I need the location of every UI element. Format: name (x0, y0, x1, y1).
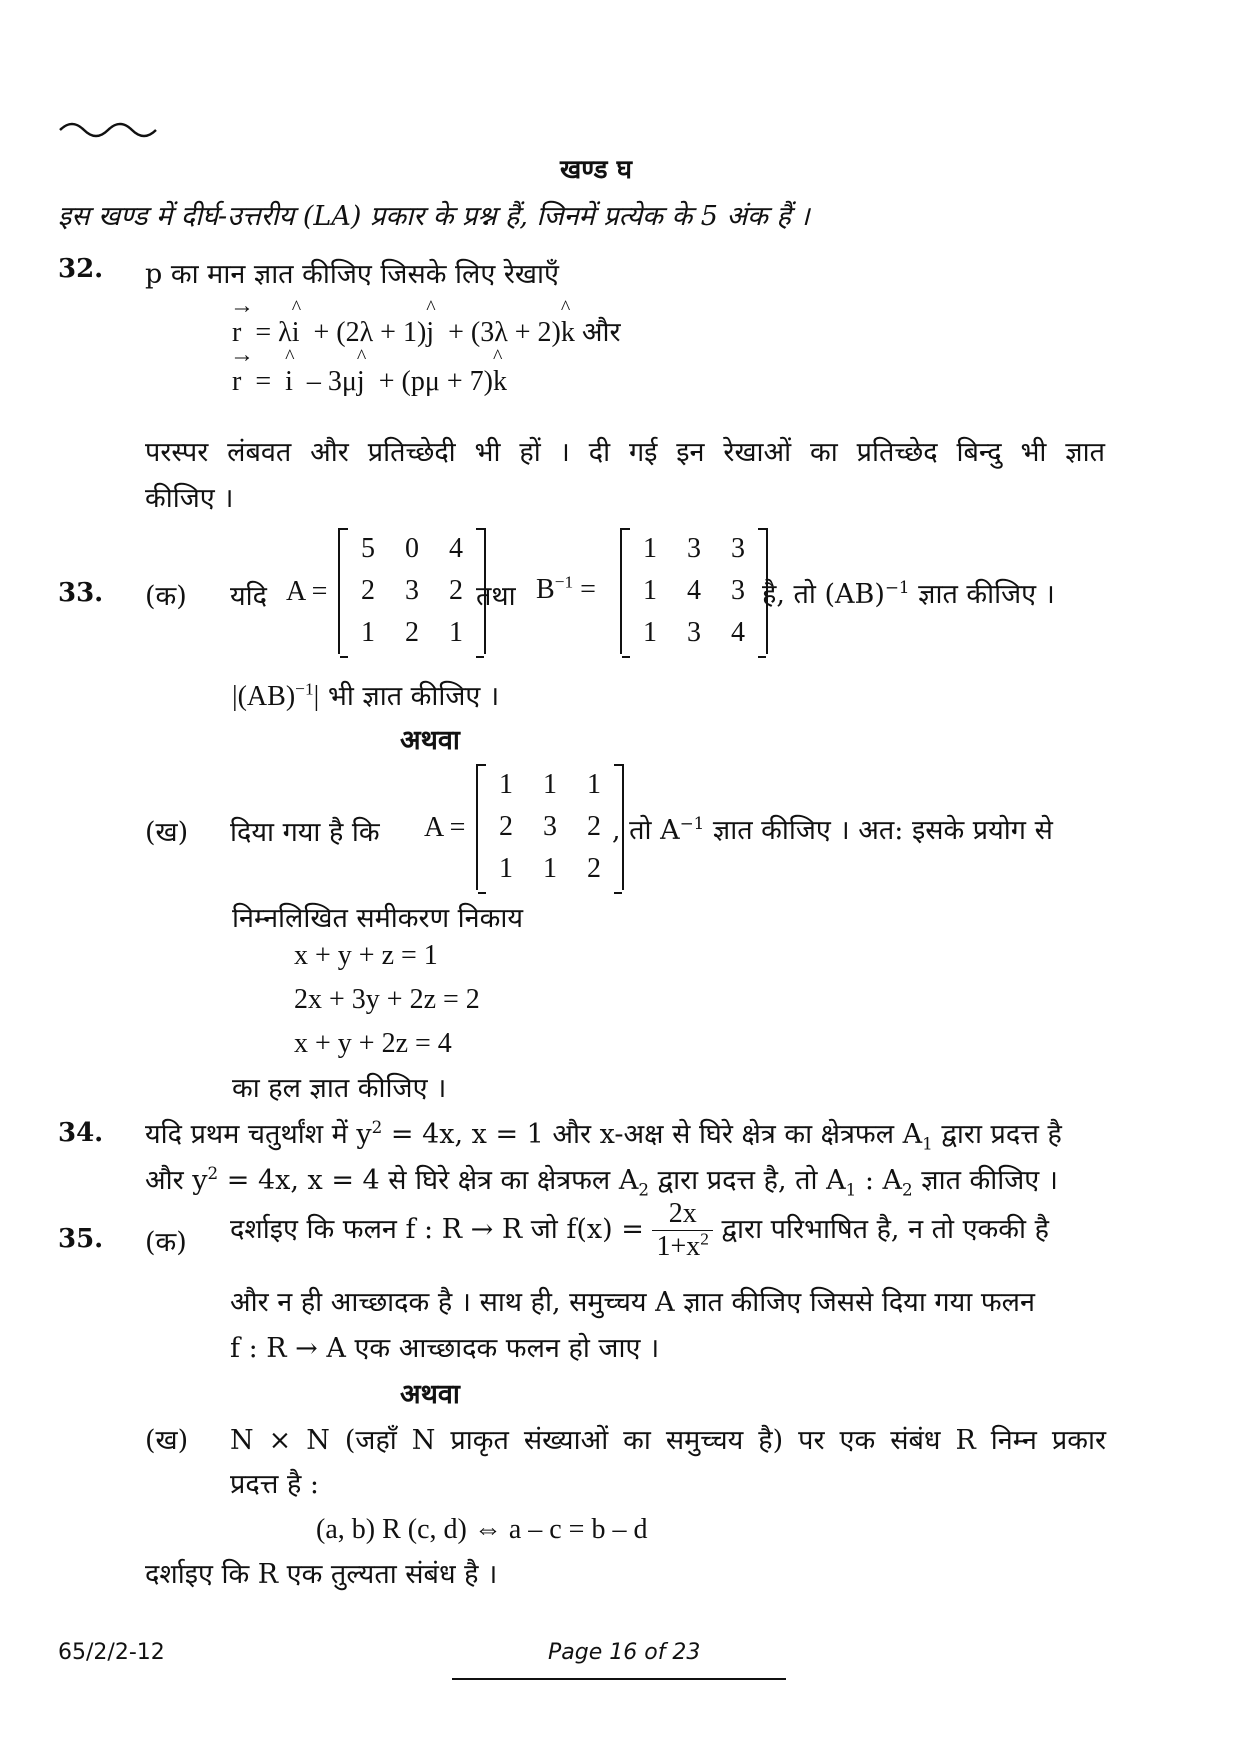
q32-text2: कीजिए । (145, 483, 234, 514)
footer-page: Page 16 of 23 (548, 1640, 701, 1665)
q33-a-end: है, तो (AB)$^{-1}$ ज्ञात कीजिए । (762, 577, 1055, 610)
q33-b-then-text2: ज्ञात कीजिए । अत: इसके प्रयोग से (712, 815, 1053, 846)
matrix-cell: 1 (499, 769, 513, 800)
q35-a-line2: और न ही आच्छादक है । साथ ही, समुच्चय A ज्ञात कीजिए जिससे दिया गया फलन (230, 1287, 1035, 1318)
question-number-34: 34. (58, 1118, 104, 1148)
fraction-denominator-text: 1+x (656, 1231, 701, 1262)
q32-and: और (581, 317, 621, 348)
q32-line2-equation: → r = ^ i – 3μ ^ j + (pμ + 7) ^ k (230, 342, 507, 397)
matrix-cell: 2 (449, 575, 463, 606)
q33-a-tatha: तथा (476, 581, 516, 612)
matrix-cell: 4 (687, 575, 701, 606)
q35-b-line3: दर्शाइए कि R एक तुल्यता संबंध है । (145, 1559, 498, 1590)
q32-intro: p का मान ज्ञात कीजिए जिसके लिए रेखाएँ (145, 259, 559, 290)
q34-line1: यदि प्रथम चतुर्थांश में $y^2 = 4x$, x = 1 और x-अक्ष से घिरे क्षेत्र का क्षेत्रफल $A_1$ द्वारा प्रदत्त है (145, 1117, 1062, 1154)
q34-l1c: द्वारा प्रदत्त है (932, 1119, 1062, 1150)
matrix-cell: 2 (361, 575, 375, 606)
q33-a-A-eq: A = (286, 576, 328, 607)
footer-rule (452, 1678, 786, 1680)
q34-line2: और $y^2 = 4x$, x = 4 से घिरे क्षेत्र का क्षेत्रफल $A_2$ द्वारा प्रदत्त है, तो $A_1$ : $A_2$ ज्ञात कीजिए । (145, 1163, 1059, 1200)
q32-line1-equation: → r = λ ^ i + (2λ + 1) ^ j + (3λ + 2) ^ k और (230, 293, 621, 348)
section-instruction: इस खण्ड में दीर्घ-उत्तरीय (LA) प्रकार के प्रश्न हैं, जिनमें प्रत्येक के 5 अंक हैं । (58, 201, 810, 232)
q33-b-solve: का हल ज्ञात कीजिए । (232, 1073, 447, 1104)
fraction-numerator: 2x (652, 1198, 712, 1231)
q33-a-also: |(AB)$^{-1}$| भी ज्ञात कीजिए । (232, 679, 500, 712)
q33-b-given: दिया गया है कि (230, 817, 380, 848)
q35-b-line2: प्रदत्त है : (230, 1469, 319, 1500)
matrix-cell: 1 (543, 853, 557, 884)
question-number-32: 32. (58, 254, 104, 284)
q33-a-end-text2: ज्ञात कीजिए । (918, 579, 1055, 610)
matrix-cell: 1 (449, 617, 463, 648)
matrix-A (338, 528, 486, 654)
q35-b-relation: (a, b) R (c, d) ⇔ a – c = b – d (316, 1514, 648, 1545)
q34-l2d: : A (856, 1165, 903, 1196)
q33-b-then-text: , तो A (612, 815, 680, 846)
q35-a-l1b: द्वारा परिभाषित है, न तो एककी है (721, 1214, 1049, 1245)
matrix-cell: 2 (499, 811, 513, 842)
q33-a-if: यदि (230, 581, 267, 612)
q33-a-also-text: भी ज्ञात कीजिए । (327, 681, 500, 712)
fraction (652, 1198, 712, 1263)
q33-a-Binv-eq: $B^{-1}$ = (536, 572, 596, 605)
q33-a-label: (क) (145, 581, 187, 612)
q32-text: परस्पर लंबवत और प्रतिच्छेदी भी हों । दी गई इन रेखाओं का प्रतिच्छेद बिन्दु भी ज्ञात (145, 437, 1105, 468)
q34-l2b: = 4x, x = 4 से घिरे क्षेत्र का क्षेत्रफल A (218, 1165, 639, 1196)
q35-a-label: (क) (145, 1227, 187, 1258)
q35-b-line1: N × N (जहाँ N प्राकृत संख्याओं का समुच्चय है) पर एक संबंध R निम्न प्रकार (230, 1425, 1106, 1456)
q33-or: अथवा (400, 725, 460, 756)
q35-a-line3: f : R → A एक आच्छादक फलन हो जाए । (230, 1333, 660, 1364)
q35-a-line1 (230, 1198, 1049, 1263)
q34-l1a: यदि प्रथम चतुर्थांश में y (145, 1119, 372, 1150)
equation-2: 2x + 3y + 2z = 2 (294, 984, 480, 1015)
equation-3: x + y + 2z = 4 (294, 1028, 452, 1059)
matrix-cell: 4 (449, 533, 463, 564)
matrix-cell: 1 (361, 617, 375, 648)
equation-1: x + y + z = 1 (294, 940, 438, 971)
matrix-cell: 3 (687, 617, 701, 648)
matrix-cell: 1 (643, 575, 657, 606)
question-number-33: 33. (58, 578, 104, 608)
q34-l2e: ज्ञात कीजिए । (912, 1165, 1059, 1196)
squiggle-mark-icon (58, 116, 162, 140)
q35-b-label: (ख) (145, 1425, 189, 1456)
q34-l2a: और y (145, 1165, 208, 1196)
matrix-cell: 0 (405, 533, 419, 564)
matrix-cell: 1 (499, 853, 513, 884)
q33-b-system: निम्नलिखित समीकरण निकाय (232, 903, 524, 934)
matrix-cell: 3 (731, 575, 745, 606)
matrix-cell: 3 (543, 811, 557, 842)
q33-b-A-eq: A = (424, 812, 466, 843)
matrix-cell: 2 (405, 617, 419, 648)
matrix-cell: 1 (543, 769, 557, 800)
fraction-denominator: $1+x^2$ (656, 1229, 709, 1262)
q33-b-label: (ख) (145, 817, 189, 848)
footer-code: 65/2/2-12 (58, 1640, 165, 1665)
q34-l1b: = 4x, x = 1 और x-अक्ष से घिरे क्षेत्र का क्षेत्रफल A (382, 1119, 923, 1150)
matrix-B-inverse (620, 528, 768, 654)
matrix-cell: 4 (731, 617, 745, 648)
q35-or: अथवा (400, 1379, 460, 1410)
q35-a-l1a: दर्शाइए कि फलन f : R → R जो f(x) = (230, 1214, 644, 1245)
q33-b-then: , तो $A^{-1}$ ज्ञात कीजिए । अत: इसके प्रयोग से (612, 813, 1053, 846)
matrix-cell: 1 (643, 617, 657, 648)
matrix-cell: 1 (587, 769, 601, 800)
q34-l2c: द्वारा प्रदत्त है, तो A (648, 1165, 846, 1196)
matrix-cell: 3 (731, 533, 745, 564)
matrix-cell: 3 (405, 575, 419, 606)
section-title: खण्ड घ (560, 155, 632, 185)
matrix-cell: 5 (361, 533, 375, 564)
question-number-35: 35. (58, 1224, 104, 1254)
matrix-cell: 1 (643, 533, 657, 564)
matrix-cell: 3 (687, 533, 701, 564)
matrix-cell: 2 (587, 811, 601, 842)
matrix-cell: 2 (587, 853, 601, 884)
matrix-A-part-b (476, 764, 624, 890)
q33-a-end-text: है, तो (AB) (762, 579, 885, 610)
